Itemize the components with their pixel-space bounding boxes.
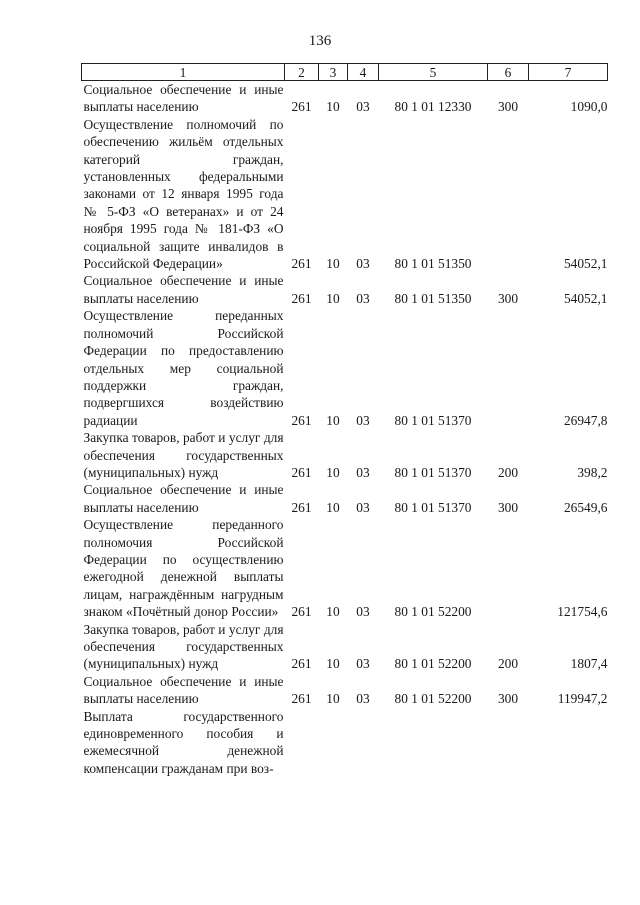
amount-cell <box>529 708 608 778</box>
expense-type-cell <box>488 116 529 273</box>
item-name-cell: Социальное обеспечение и иные выплаты населению <box>83 482 284 515</box>
subsection-cell: 03 <box>356 412 370 428</box>
section-cell: 10 <box>326 464 340 480</box>
admin-code-cell: 261 <box>291 412 312 428</box>
subsection-cell: 03 <box>356 99 370 115</box>
target-article-cell: 80 1 01 52200 <box>394 691 472 707</box>
subsection-cell: 03 <box>356 464 370 480</box>
item-name-cell: Закупка товаров, работ и услуг для обеспечения государственных (муниципальных) нужд <box>83 621 284 672</box>
admin-code-cell: 261 <box>291 604 312 620</box>
target-article-cell: 80 1 01 51350 <box>394 256 472 272</box>
item-name-cell: Закупка товаров, работ и услуг для обеспечения государственных (муниципальных) нужд <box>83 430 284 480</box>
table-row <box>82 429 608 481</box>
table-body <box>82 81 608 778</box>
target-article-cell: 80 1 01 52200 <box>394 604 472 620</box>
item-name-cell: Социальное обеспечение и иные выплаты населению <box>83 82 284 115</box>
expense-type-cell <box>488 307 529 429</box>
section-cell: 10 <box>326 412 340 428</box>
expense-type-cell: 200 <box>497 656 519 672</box>
subsection-cell: 03 <box>356 290 370 306</box>
target-article-cell: 80 1 01 51350 <box>394 290 472 306</box>
table-row <box>82 621 608 673</box>
expense-type-cell: 200 <box>497 464 519 480</box>
item-name-cell: Социальное обеспечение и иные выплаты населению <box>83 273 284 306</box>
amount-cell: 54052,1 <box>563 290 608 306</box>
target-article-cell: 80 1 01 12330 <box>394 99 472 115</box>
item-name-cell: Осуществление переданного полномочия Российской Федерации по осуществлению ежегодной денежной выплаты лицам, награждённым нагрудным знаком «Почётный донор России» <box>83 517 284 620</box>
table-row <box>82 516 608 620</box>
column-header-2: 2 <box>285 64 319 81</box>
target-article-cell: 80 1 01 51370 <box>394 464 472 480</box>
section-cell: 10 <box>326 691 340 707</box>
column-header-3: 3 <box>319 64 348 81</box>
table-row <box>82 708 608 778</box>
section-cell: 10 <box>326 99 340 115</box>
amount-cell: 119947,2 <box>557 691 608 707</box>
subsection-cell <box>348 708 379 778</box>
subsection-cell: 03 <box>356 656 370 672</box>
target-article-cell <box>379 708 488 778</box>
section-cell: 10 <box>326 499 340 515</box>
item-name-cell: Социальное обеспечение и иные выплаты населению <box>83 673 284 707</box>
expense-type-cell: 300 <box>497 99 519 115</box>
target-article-cell: 80 1 01 52200 <box>394 656 472 672</box>
item-name-cell: Осуществление полномочий по обеспечению жильём отдельных категорий граждан, установленных федеральными законами от 12 января 1995 года № 5-ФЗ «О ветеранах» и от 24 ноября 1995 года № 181-ФЗ «О социальной защите инвалидов в Российской Федерации» <box>83 116 284 272</box>
page-number: 136 <box>308 33 332 49</box>
amount-cell: 121754,6 <box>557 604 608 620</box>
table-row <box>82 673 608 708</box>
column-header-4: 4 <box>348 64 379 81</box>
admin-code-cell: 261 <box>291 656 312 672</box>
item-name-cell: Выплата государственного единовременного пособия и ежемесячной денежной компенсации гражданам при воз- <box>83 708 284 776</box>
column-header-6: 6 <box>488 64 529 81</box>
section-cell: 10 <box>326 604 340 620</box>
admin-code-cell: 261 <box>291 691 312 707</box>
admin-code-cell: 261 <box>291 99 312 115</box>
table-row <box>82 81 608 116</box>
section-cell: 10 <box>326 256 340 272</box>
amount-cell: 26549,6 <box>563 499 608 515</box>
target-article-cell: 80 1 01 51370 <box>394 412 472 428</box>
column-header-5: 5 <box>379 64 488 81</box>
admin-code-cell: 261 <box>291 290 312 306</box>
section-cell <box>319 708 348 778</box>
item-name-cell: Осуществление переданных полномочий Российской Федерации по предоставлению отдельных мер социальной поддержки граждан, подвергшихся воздействию радиации <box>83 308 284 428</box>
amount-cell: 1090,0 <box>570 99 608 115</box>
amount-cell: 54052,1 <box>563 256 608 272</box>
admin-code-cell <box>285 708 319 778</box>
column-header-1: 1 <box>82 64 285 81</box>
table-row <box>82 116 608 273</box>
expense-type-cell <box>488 516 529 620</box>
subsection-cell: 03 <box>356 604 370 620</box>
target-article-cell: 80 1 01 51370 <box>394 499 472 515</box>
section-cell: 10 <box>326 290 340 306</box>
amount-cell: 26947,8 <box>563 412 608 428</box>
admin-code-cell: 261 <box>291 499 312 515</box>
expense-type-cell: 300 <box>497 290 519 306</box>
column-number-header <box>82 64 608 81</box>
subsection-cell: 03 <box>356 256 370 272</box>
amount-cell: 1807,4 <box>570 656 608 672</box>
budget-table <box>81 63 608 777</box>
table-row <box>82 307 608 429</box>
admin-code-cell: 261 <box>291 464 312 480</box>
section-cell: 10 <box>326 656 340 672</box>
amount-cell: 398,2 <box>577 464 608 480</box>
subsection-cell: 03 <box>356 499 370 515</box>
expense-type-cell: 300 <box>497 499 519 515</box>
expense-type-cell <box>488 708 529 778</box>
table-row <box>82 481 608 516</box>
expense-type-cell: 300 <box>497 691 519 707</box>
column-header-7: 7 <box>529 64 608 81</box>
admin-code-cell: 261 <box>291 256 312 272</box>
table-row <box>82 272 608 307</box>
subsection-cell: 03 <box>356 691 370 707</box>
